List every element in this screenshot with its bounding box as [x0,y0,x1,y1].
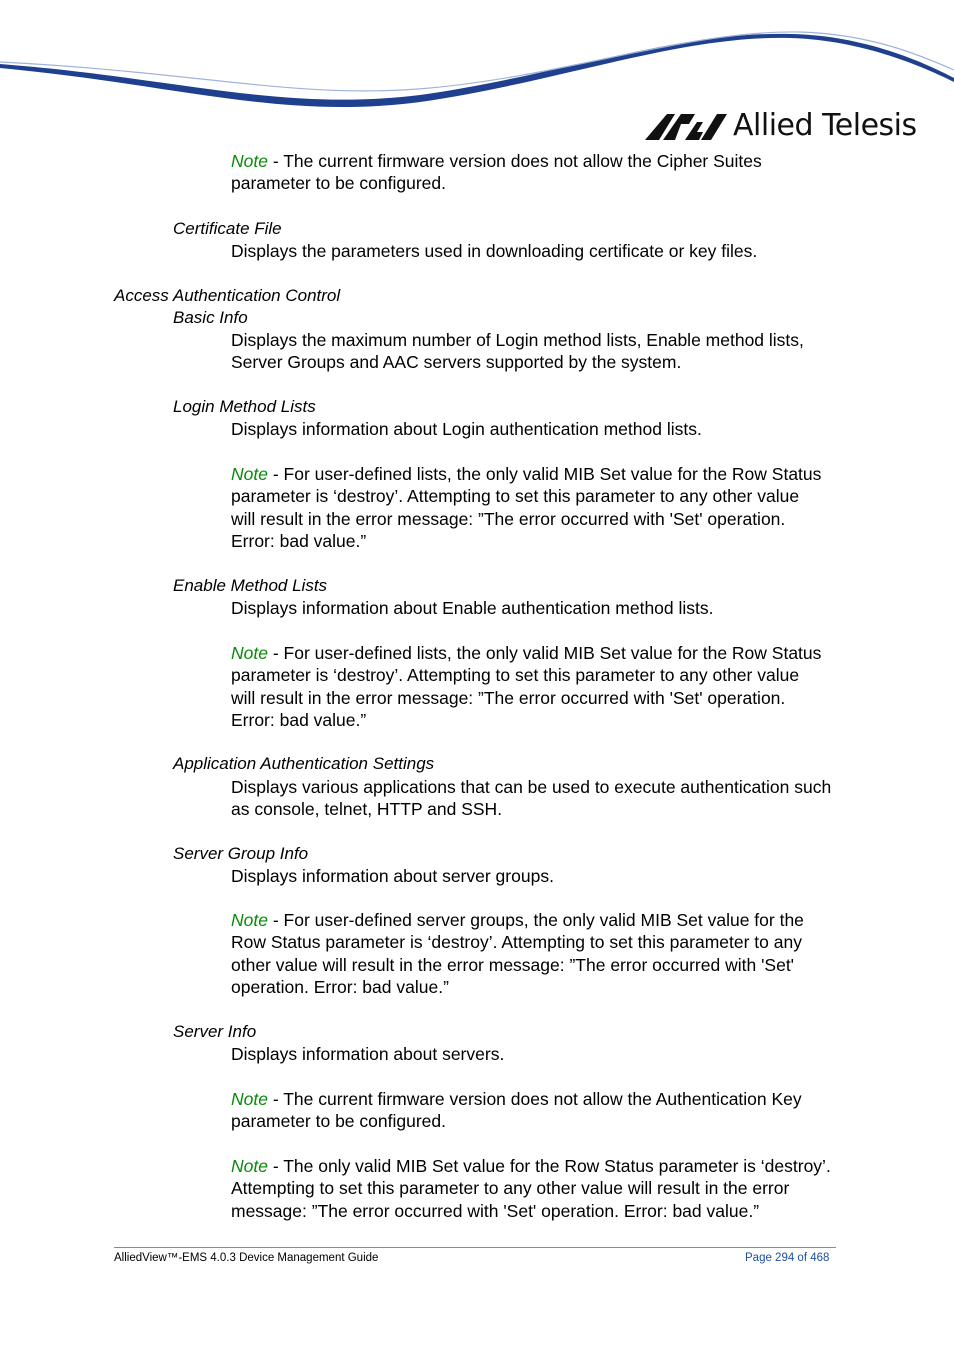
note-paragraph [231,1088,846,1133]
subsection-heading: Application Authentication Settings [173,754,435,773]
note-label: Note [231,1156,268,1176]
note-label: Note [231,464,268,484]
body-paragraph: Displays information about Login authentication method lists. [231,419,702,439]
note-text: - The current firmware version does not allow the Authentication Key parameter to be configured. [231,1089,802,1132]
body-paragraph: Displays various applications that can be used to execute authentication such as console, telnet, HTTP and SSH. [231,777,832,820]
note-label: Note [231,151,268,171]
note-text: - The only valid MIB Set value for the Row Status parameter is ‘destroy’. Attempting to set this parameter to any other value will result in the error message: ”The error occurred with 'Set' operation. Error: bad value.” [231,1156,831,1221]
body-paragraph: Displays information about servers. [231,1044,505,1064]
body-paragraph: Displays the parameters used in downloading certificate or key files. [231,241,758,261]
note-paragraph [231,642,846,732]
note-paragraph [231,909,846,999]
note-text: - For user-defined server groups, the only valid MIB Set value for the Row Status parameter is ‘destroy’. Attempting to set this parameter to any other value will result in the error message: ”The error occurred with 'Set' operation. Error: bad value.” [231,910,804,998]
subsection-heading: Enable Method Lists [173,576,328,595]
allied-telesis-logo [645,108,917,148]
note-paragraph [231,1155,846,1222]
note-paragraph [231,150,846,195]
subsection-heading: Login Method Lists [173,397,316,416]
footer-divider [114,1247,836,1248]
note-text: - For user-defined lists, the only valid MIB Set value for the Row Status parameter is ‘destroy’. Attempting to set this parameter to any other value will result in the error message: ”The error occurred with 'Set' operation. Error: bad value.” [231,643,822,731]
footer-page-number: Page 294 of 468 [745,1252,830,1264]
footer-title: AlliedView™-EMS 4.0.3 Device Management Guide [114,1252,379,1264]
subsection-heading: Server Group Info [173,844,309,863]
body-paragraph: Displays the maximum number of Login method lists, Enable method lists, Server Groups and AAC servers supported by the system. [231,330,804,373]
note-text: - The current firmware version does not allow the Cipher Suites parameter to be configured. [231,151,762,194]
allied-telesis-mark-icon [645,114,727,140]
note-label: Note [231,1089,268,1109]
note-label: Note [231,910,268,930]
subsection-heading: Server Info [173,1022,257,1041]
brand-name: Allied Telesis [733,108,917,143]
subsection-heading: Certificate File [173,219,282,238]
note-paragraph [231,463,846,553]
body-paragraph: Displays information about Enable authentication method lists. [231,598,714,618]
note-label: Note [231,643,268,663]
section-heading: Access Authentication Control [114,286,341,305]
note-text: - For user-defined lists, the only valid MIB Set value for the Row Status parameter is ‘destroy’. Attempting to set this parameter to any other value will result in the error message: ”The error occurred with 'Set' operation. Error: bad value.” [231,464,822,552]
subsection-heading: Basic Info [173,308,248,327]
body-paragraph: Displays information about server groups. [231,866,554,886]
